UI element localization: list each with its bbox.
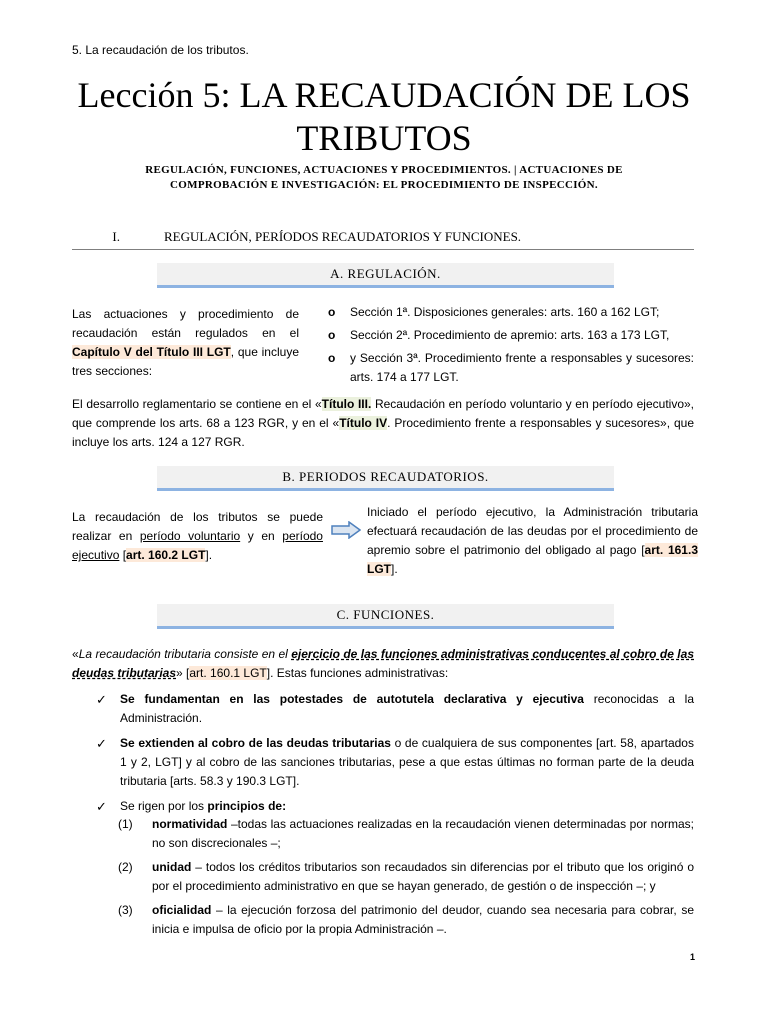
list-item-text: Se rigen por los bbox=[120, 799, 208, 813]
subheading-periodos: B. PERIODOS RECAUDATORIOS. bbox=[157, 466, 614, 491]
check-icon: ✓ bbox=[96, 692, 107, 707]
running-header: 5. La recaudación de los tributos. bbox=[72, 43, 249, 57]
page-number: 1 bbox=[690, 952, 696, 962]
subtitle: REGULACIÓN, FUNCIONES, ACTUACIONES Y PROCEDIMIENTOS. | ACTUACIONES DE COMPROBACIÓN E INVESTIGACIÓN: EL PROCEDIMIENTO DE INSPECCIÓN. bbox=[145, 164, 623, 191]
paragraph-text: ]. Estas funciones administrativas: bbox=[266, 666, 449, 680]
principle-text: – todos los créditos tributarios son recaudados sin diferencias por el tributo que los originó o por el procedimiento administrativo en que se hayan generado, de gestión o de inspección –; y bbox=[152, 860, 694, 893]
regulation-chapter-ref: Capítulo V del Título III LGT bbox=[72, 345, 231, 359]
article-ref: art. 160.1 LGT bbox=[189, 666, 267, 680]
bullet-marker: o bbox=[328, 305, 336, 319]
principle-name: normatividad bbox=[152, 817, 228, 831]
section-heading-I bbox=[72, 229, 694, 250]
list-item-bold: Se fundamentan en las potestades de autotutela declarativa y ejecutiva bbox=[120, 692, 584, 706]
paragraph-text: y en bbox=[240, 529, 283, 543]
subheading-funciones: C. FUNCIONES. bbox=[157, 604, 614, 629]
principle-name: unidad bbox=[152, 860, 192, 874]
quote-underlined: ejercicio de las funciones administrativas conducentes al cobro de las deudas tributarias bbox=[72, 647, 694, 680]
titulo-iii-ref: Título III. bbox=[321, 397, 372, 411]
paragraph-text: Iniciado el período ejecutivo, la Administración tributaria efectuará recaudación de las deudas por el procedimiento de apremio sobre el patrimonio del obligado al pago [ bbox=[367, 505, 698, 557]
item-number: (1) bbox=[118, 817, 133, 831]
regulation-intro bbox=[72, 305, 299, 381]
list-item-text: y Sección 3ª. Procedimiento frente a responsables y sucesores: arts. 174 a 177 LGT. bbox=[350, 351, 694, 384]
list-item bbox=[96, 797, 694, 816]
list-item bbox=[118, 815, 694, 853]
list-item-bold: principios de: bbox=[207, 799, 287, 813]
paragraph-text: Recaudación en período voluntario y en período ejecutivo», que comprende los arts. 68 a 123 RGR, y en el « bbox=[72, 397, 694, 430]
list-item bbox=[320, 349, 694, 387]
periods-left-text bbox=[72, 508, 323, 565]
regulation-intro-text: Las actuaciones y procedimiento de recaudación están regulados en el bbox=[72, 307, 299, 340]
list-item bbox=[118, 858, 694, 896]
paragraph-text: « bbox=[72, 647, 79, 661]
bullet-marker: o bbox=[328, 351, 336, 365]
list-item bbox=[320, 303, 694, 322]
periodo-voluntario: período voluntario bbox=[139, 529, 241, 543]
list-item-text: reconocidas a la Administración. bbox=[120, 692, 694, 725]
paragraph-text: » [ bbox=[176, 666, 190, 680]
section-number: I. bbox=[112, 229, 120, 244]
section-label: REGULACIÓN, PERÍODOS RECAUDATORIOS Y FUNCIONES. bbox=[164, 229, 522, 244]
check-icon: ✓ bbox=[96, 799, 107, 814]
principle-name: oficialidad bbox=[152, 903, 212, 917]
paragraph-text: [ bbox=[119, 548, 127, 562]
functions-list bbox=[96, 690, 694, 822]
paragraph-text: ]. bbox=[205, 548, 213, 562]
periodo-ejecutivo: período ejecutivo bbox=[72, 529, 323, 562]
article-ref: art. 161.3 LGT bbox=[367, 543, 698, 576]
principles-list bbox=[118, 815, 694, 944]
item-number: (2) bbox=[118, 860, 133, 874]
list-item bbox=[118, 901, 694, 939]
quote-italic: La recaudación tributaria consiste en el bbox=[78, 647, 292, 661]
bullet-marker: o bbox=[328, 328, 336, 342]
periods-right-text bbox=[367, 503, 698, 579]
paragraph-text: ]. bbox=[391, 562, 398, 576]
functions-quote bbox=[72, 645, 694, 683]
article-ref: art. 160.2 LGT bbox=[126, 548, 206, 562]
list-item-text: Sección 1ª. Disposiciones generales: arts. 160 a 162 LGT; bbox=[350, 305, 660, 319]
page-title: Lección 5: LA RECAUDACIÓN DE LOS TRIBUTOS bbox=[77, 75, 691, 158]
list-item bbox=[96, 734, 694, 791]
principle-text: – la ejecución forzosa del patrimonio del deudor, cuando sea necesaria para cobrar, se inicia e impulsa de oficio por la propia Administración –. bbox=[152, 903, 694, 936]
paragraph-text: El desarrollo reglamentario se contiene en el « bbox=[72, 397, 322, 411]
list-item-text: o de cualquiera de sus componentes [art. 58, apartados 1 y 2, LGT] y al cobro de las sanciones tributarias, pese a que estas últimas no forman parte de la deuda tributaria [arts. 58.3 y 190.3 LGT]. bbox=[120, 736, 694, 788]
item-number: (3) bbox=[118, 903, 133, 917]
list-item bbox=[96, 690, 694, 728]
list-item bbox=[320, 326, 694, 345]
sections-list bbox=[320, 303, 694, 391]
check-icon: ✓ bbox=[96, 736, 107, 751]
regulation-intro-text-end: , que incluye tres secciones: bbox=[72, 345, 299, 378]
regulation-development bbox=[72, 395, 694, 452]
principle-text: –todas las actuaciones realizadas en la recaudación vienen determinadas por normas; no son discrecionales –; bbox=[152, 817, 694, 850]
titulo-iv-ref: Título IV bbox=[339, 416, 388, 430]
subheading-regulacion: A. REGULACIÓN. bbox=[157, 263, 614, 288]
list-item-text: Sección 2ª. Procedimiento de apremio: arts. 163 a 173 LGT, bbox=[350, 328, 670, 342]
paragraph-text: . Procedimiento frente a responsables y sucesores», que incluye los arts. 124 a 127 RGR. bbox=[72, 416, 695, 449]
paragraph-text: La recaudación de los tributos se puede realizar en bbox=[72, 510, 323, 543]
right-arrow-icon bbox=[331, 521, 361, 539]
list-item-bold: Se extienden al cobro de las deudas tributarias bbox=[120, 736, 391, 750]
